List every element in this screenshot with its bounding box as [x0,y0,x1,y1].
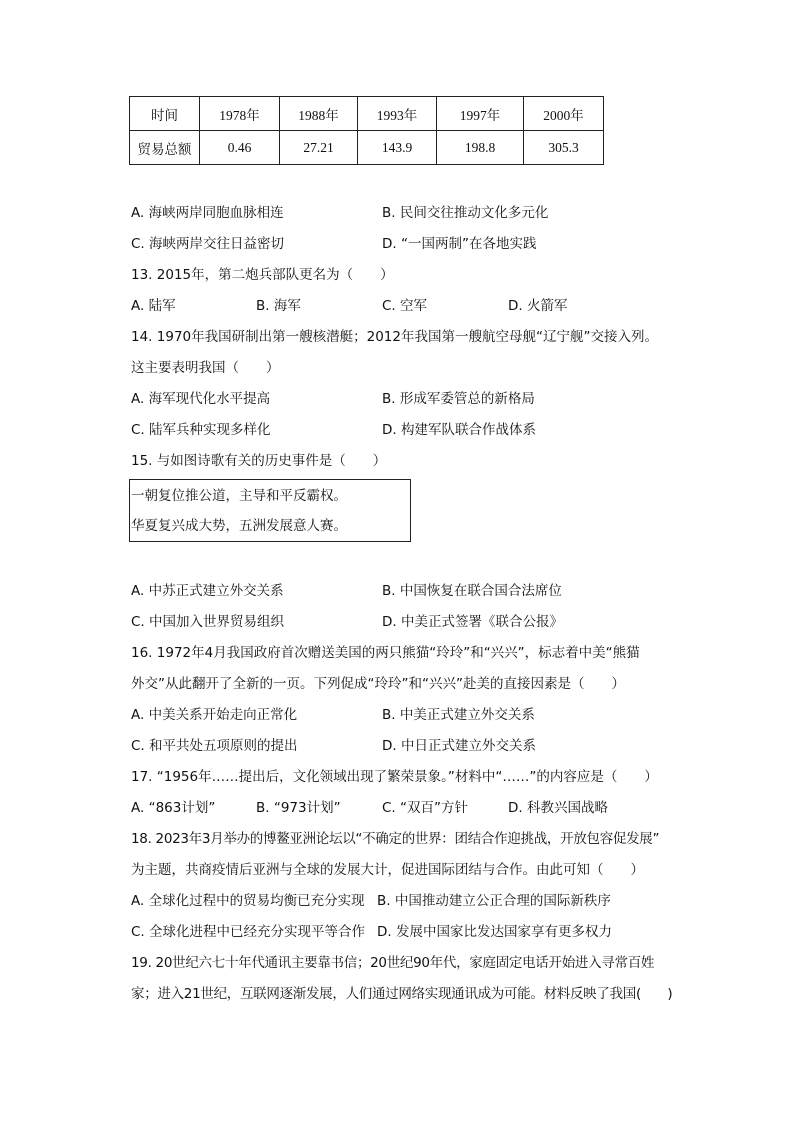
table-cell: 198.8 [437,131,524,165]
table-cell: 143.9 [358,131,437,165]
q12-option-b[interactable]: B. 民间交往推动文化多元化 [382,205,549,221]
q13-option-b[interactable]: B. 海军 [256,298,301,314]
table-cell: 305.3 [524,131,604,165]
table-cell: 27.21 [280,131,358,165]
q14-option-d[interactable]: D. 构建军队联合作战体系 [382,422,536,438]
q15-option-c[interactable]: C. 中国加入世界贸易组织 [131,614,285,630]
q16-option-a[interactable]: A. 中美关系开始走向正常化 [131,707,298,723]
q13-option-d[interactable]: D. 火箭军 [508,298,568,314]
q16-stem-line1: 16. 1972年4月我国政府首次赠送美国的两只熊猫“玲玲”和“兴兴”，标志着中美“熊猫 [131,645,640,661]
q18-option-c[interactable]: C. 全球化进程中已经充分实现平等合作 [131,924,366,940]
q18-option-d[interactable]: D. 发展中国家比发达国家享有更多权力 [377,924,612,940]
q12-option-d[interactable]: D. “一国两制”在各地实践 [382,236,537,252]
table-cell: 1988年 [280,97,358,131]
q18-option-a[interactable]: A. 全球化过程中的贸易均衡已充分实现 [131,893,365,909]
q13-option-a[interactable]: A. 陆军 [131,298,176,314]
q12-option-c[interactable]: C. 海峡两岸交往日益密切 [131,236,285,252]
q16-stem-line2: 外交”从此翻开了全新的一页。下列促成“玲玲”和“兴兴”赴美的直接因素是（ ） [131,676,625,692]
table-header-row [130,97,604,131]
q12-option-a[interactable]: A. 海峡两岸同胞血脉相连 [131,205,284,221]
q18-stem-line1: 18. 2023年3月举办的博鳌亚洲论坛以“不确定的世界：团结合作迎挑战，开放包容促发展” [131,831,660,847]
q19-stem-line2: 家；进入21世纪，互联网逐渐发展，人们通过网络实现通讯成为可能。材料反映了我国( ) [131,986,673,1002]
q16-option-b[interactable]: B. 中美正式建立外交关系 [382,707,535,723]
poem-box [129,479,411,542]
q19-stem-line1: 19. 20世纪六七十年代通讯主要靠书信；20世纪90年代，家庭固定电话开始进入寻常百姓 [131,955,655,971]
table-cell: 0.46 [200,131,280,165]
q17-option-a[interactable]: A. “863计划” [131,800,216,816]
q18-stem-line2: 为主题，共商疫情后亚洲与全球的发展大计，促进国际团结与合作。由此可知（ ） [131,862,644,878]
q18-option-b[interactable]: B. 中国推动建立公正合理的国际新秩序 [377,893,611,909]
table-cell: 1993年 [358,97,437,131]
trade-table [129,96,604,165]
table-cell: 1997年 [437,97,524,131]
q13-option-c[interactable]: C. 空军 [382,298,428,314]
q17-option-b[interactable]: B. “973计划” [256,800,341,816]
q13-stem: 13. 2015年，第二炮兵部队更名为（ ） [131,267,394,283]
table-cell: 2000年 [524,97,604,131]
q14-stem-line1: 14. 1970年我国研制出第一艘核潜艇；2012年我国第一艘航空母舰“辽宁舰”交接入列。 [131,329,658,345]
q15-option-b[interactable]: B. 中国恢复在联合国合法席位 [382,583,562,599]
q14-stem-line2: 这主要表明我国（ ） [131,360,280,376]
table-cell: 时间 [130,97,200,131]
q16-option-d[interactable]: D. 中日正式建立外交关系 [382,738,536,754]
poem-line-1: 一朝复位推公道，主导和平反霸权。 [131,488,347,504]
q14-option-a[interactable]: A. 海军现代化水平提高 [131,391,271,407]
table-row [130,131,604,165]
q17-stem: 17. “1956年……提出后，文化领域出现了繁荣景象。”材料中“……”的内容应是（ ） [131,769,658,785]
q15-option-a[interactable]: A. 中苏正式建立外交关系 [131,583,284,599]
q16-option-c[interactable]: C. 和平共处五项原则的提出 [131,738,298,754]
poem-line-2: 华夏复兴成大势，五洲发展意人赛。 [131,518,347,534]
table-cell: 1978年 [200,97,280,131]
q15-option-d[interactable]: D. 中美正式签署《联合公报》 [382,614,563,630]
q14-option-b[interactable]: B. 形成军委管总的新格局 [382,391,535,407]
q17-option-d[interactable]: D. 科教兴国战略 [508,800,608,816]
q15-stem: 15. 与如图诗歌有关的历史事件是（ ） [131,453,387,469]
q14-option-c[interactable]: C. 陆军兵种实现多样化 [131,422,271,438]
table-cell: 贸易总额 [130,131,200,165]
q17-option-c[interactable]: C. “双百”方针 [382,800,468,816]
